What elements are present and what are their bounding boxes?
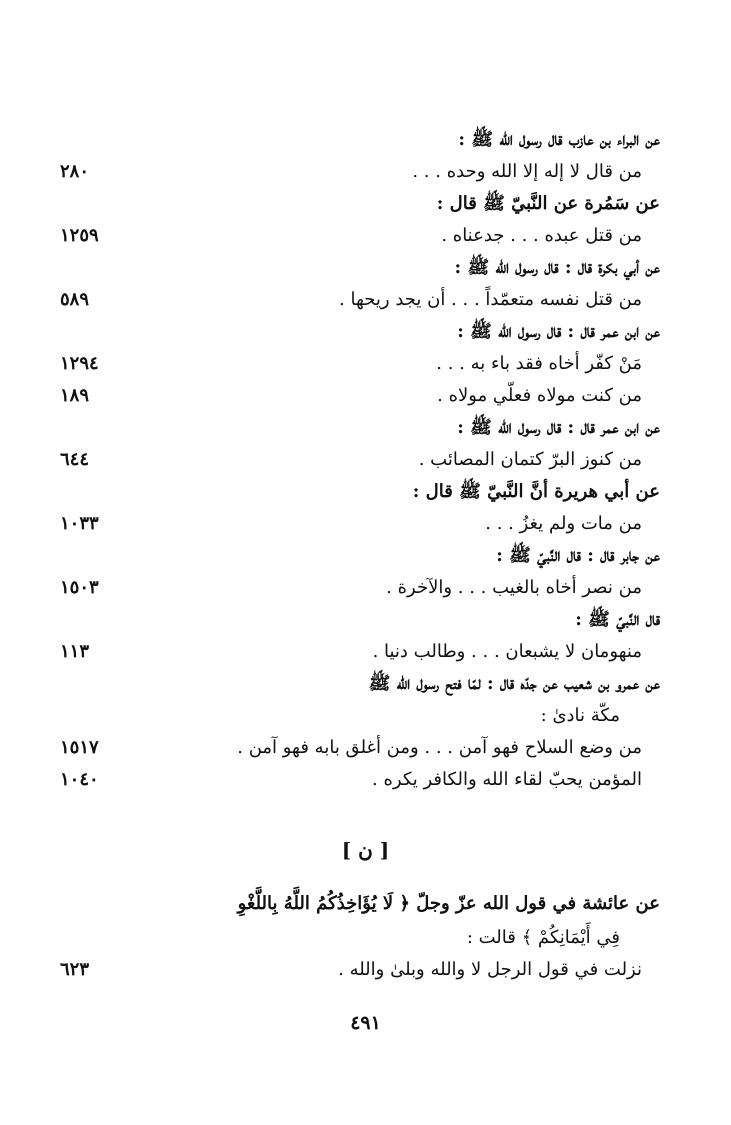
hadith-text: من قال لا إله إلا الله وحده . . . bbox=[412, 161, 642, 182]
hadith-number: ٢٨٠ bbox=[60, 161, 90, 182]
hadith-number: ١٢٩٤ bbox=[60, 353, 99, 374]
narrator-continuation bbox=[60, 700, 660, 732]
hadith-number: ٦٢٣ bbox=[60, 959, 90, 980]
hadith-line bbox=[60, 572, 660, 604]
hadith-line bbox=[60, 764, 660, 796]
narrator-text: قال النَّبيّ ﷺ : bbox=[575, 609, 660, 630]
hadith-number: ٦٤٤ bbox=[60, 449, 90, 470]
hadith-number: ١٨٩ bbox=[60, 385, 90, 406]
hadith-line bbox=[60, 732, 660, 764]
narrator-text: عن عائشة في قول الله عزّ وجلّ ﴿ لَا يُؤَاخِذُكُمُ اللَّهُ بِاللَّغْوِ bbox=[237, 893, 660, 914]
narrator-text: عن ابن عمر قال : قال رسول الله ﷺ : bbox=[457, 321, 660, 342]
hadith-text: من نصر أخاه بالغيب . . . والآخرة . bbox=[386, 577, 642, 598]
narrator-text: مكّة نادىٰ : bbox=[540, 705, 620, 726]
hadith-text: من وضع السلاح فهو آمن . . . ومن أغلق بابه فهو آمن . bbox=[237, 737, 642, 758]
hadith-line bbox=[60, 444, 660, 476]
narrator-line bbox=[60, 540, 660, 572]
hadith-line bbox=[60, 954, 660, 986]
hadith-number: ١١٣ bbox=[60, 641, 90, 662]
narrator-text: عن أبي بكرة قال : قال رسول الله ﷺ : bbox=[454, 257, 660, 278]
hadith-line bbox=[60, 380, 660, 412]
hadith-line bbox=[60, 156, 660, 188]
hadith-text: من قتل نفسه متعمّداً . . . أن يجد ريحها . bbox=[339, 289, 642, 310]
page-number: ٤٩١ bbox=[350, 1012, 381, 1034]
narrator-line bbox=[60, 124, 660, 156]
hadith-text: نزلت في قول الرجل لا والله وبلىٰ والله . bbox=[338, 959, 642, 980]
narrator-line bbox=[60, 888, 660, 920]
narrator-text: فِي أَيْمَانِكُمْ ﴾ قالت : bbox=[466, 927, 620, 948]
narrator-line bbox=[60, 252, 660, 284]
narrator-line bbox=[60, 412, 660, 444]
hadith-text: من كنت مولاه فعلّي مولاه . bbox=[437, 385, 642, 406]
narrator-line bbox=[60, 668, 660, 700]
hadith-line bbox=[60, 284, 660, 316]
hadith-number: ١٠٤٠ bbox=[60, 769, 99, 790]
hadith-number: ١٢٥٩ bbox=[60, 225, 99, 246]
hadith-text: من كنوز البرّ كتمان المصائب . bbox=[418, 449, 642, 470]
narrator-line bbox=[60, 476, 660, 508]
hadith-number: ١٥٠٣ bbox=[60, 577, 99, 598]
hadith-line bbox=[60, 636, 660, 668]
narrator-continuation bbox=[60, 922, 660, 954]
hadith-text: من قتل عبده . . . جدعناه . bbox=[441, 225, 642, 246]
narrator-line bbox=[60, 188, 660, 220]
hadith-text: المؤمن يحبّ لقاء الله والكافر يكره . bbox=[372, 769, 642, 790]
hadith-number: ٥٨٩ bbox=[60, 289, 90, 310]
hadith-text: منهومان لا يشبعان . . . وطالب دنيا . bbox=[372, 641, 642, 662]
section-letter-heading: [ ن ] bbox=[341, 838, 390, 862]
hadith-number: ١٠٣٣ bbox=[60, 513, 99, 534]
narrator-text: عن جابر قال : قال النَّبيّ ﷺ : bbox=[496, 545, 660, 566]
narrator-text: عن عمرو بن شعيب عن جدّه قال : لمّا فتح رسول الله ﷺ bbox=[368, 673, 660, 694]
narrator-text: عن سَمُرة عن النَّبيّ ﷺ قال : bbox=[436, 193, 660, 214]
hadith-line bbox=[60, 220, 660, 252]
hadith-text: من مات ولم يغزُ . . . bbox=[485, 513, 642, 534]
narrator-line bbox=[60, 316, 660, 348]
narrator-text: عن البراء بن عازب قال رسول الله ﷺ : bbox=[458, 129, 660, 150]
hadith-line bbox=[60, 348, 660, 380]
hadith-line bbox=[60, 508, 660, 540]
hadith-number: ١٥١٧ bbox=[60, 737, 99, 758]
narrator-text: عن أبي هريرة أنَّ النَّبيّ ﷺ قال : bbox=[412, 481, 660, 502]
narrator-line bbox=[60, 604, 660, 636]
hadith-text: مَنْ كفّر أخاه فقد باء به . . . bbox=[436, 353, 642, 374]
narrator-text: عن ابن عمر قال : قال رسول الله ﷺ : bbox=[457, 417, 660, 438]
